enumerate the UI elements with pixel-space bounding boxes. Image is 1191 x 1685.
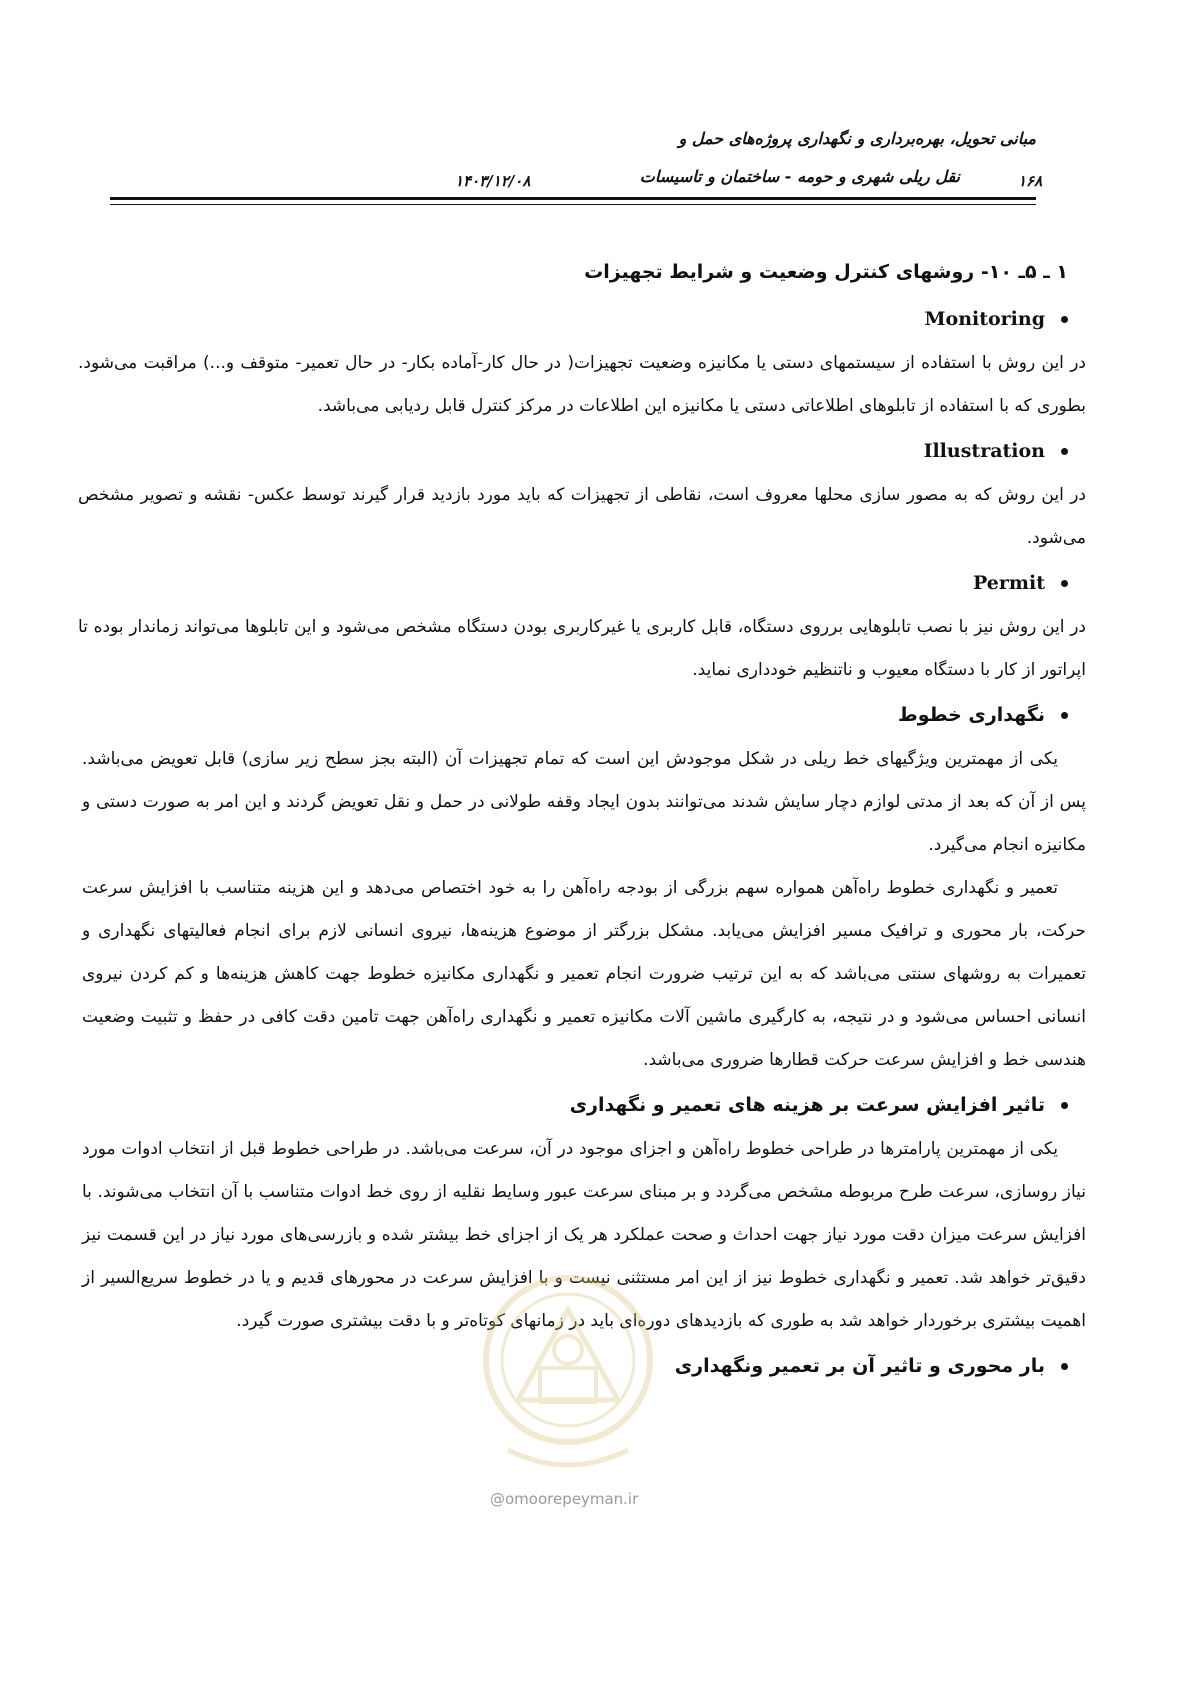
bullet-dot-icon xyxy=(1061,448,1068,455)
watermark-seal-icon xyxy=(478,1250,658,1490)
paragraph-monitoring: در این روش با استفاده از سیستمهای دستی یا مکانیزه وضعیت تجهیزات( در حال کار-آماده بکار- در حال تعمیر- متوقف و...) مراقبت می‌شود. بطوری که با استفاده از تابلوهای اطلاعاتی دستی یا مکانیزه این اطلاعات در مرکز کنترل قابل ردیابی می‌باشد. xyxy=(78,353,1086,416)
page-header xyxy=(110,125,1043,215)
paragraph-permit: در این روش نیز با نصب تابلوهایی برروی دستگاه، قابل کاربری یا غیرکاربری بودن دستگاه مشخص می‌شود و این تابلوها می‌تواند زماندار بوده تا اپراتور از کار با دستگاه معیوب و ناتنظیم خودداری نماید. xyxy=(78,617,1086,680)
bullet-track-maintenance xyxy=(82,692,1086,738)
bullet-dot-icon xyxy=(1061,1102,1068,1109)
bullet-monitoring xyxy=(82,296,1086,342)
book-title-line-1: مبانی تحویل، بهره‌برداری و نگهداری پروژه‌های حمل و xyxy=(678,129,1036,148)
header-rule-thick xyxy=(110,197,1036,200)
bullet-title: Monitoring xyxy=(924,308,1045,330)
watermark-url: @omoorepeyman.ir xyxy=(490,1490,639,1508)
bullet-title: نگهداری خطوط xyxy=(897,704,1045,726)
bullet-speed-effect xyxy=(82,1082,1086,1128)
paragraph-illustration: در این روش که به مصور سازی محلها معروف است، نقاطی از تجهیزات که باید مورد بازدید قرار گیرند توسط عکس- نقشه و تصویر مشخص می‌شود. xyxy=(78,485,1086,548)
bullet-dot-icon xyxy=(1061,712,1068,719)
page-body xyxy=(78,248,1086,1389)
bullet-dot-icon xyxy=(1061,1363,1068,1370)
section-heading: ۱ ـ ۵ـ ۱۰- روشهای کنترل وضعیت و شرایط تجهیزات xyxy=(584,261,1068,283)
book-title-line-2: نقل ریلی شهری و حومه - ساختمان و تاسیسات xyxy=(639,167,960,186)
header-date: ۱۴۰۳/۱۲/۰۸ xyxy=(455,172,531,190)
paragraph-track-maintenance-1: یکی از مهمترین ویژگیهای خط ریلی در شکل موجودش این است که تمام تجهیزات آن (البته بجز سطح زیر سازی) قابل تعویض می‌باشد. پس از آن که بعد از مدتی لوازم دچار سایش شدند می‌توانند بدون ایجاد وقفه طولانی در حمل و نقل تعویض گردند و این امر به صورت دستی و مکانیزه انجام می‌گیرد. xyxy=(82,749,1086,855)
page-number: ۱۶۸ xyxy=(1018,172,1043,190)
bullet-dot-icon xyxy=(1061,580,1068,587)
header-rule-thin xyxy=(110,204,1036,205)
bullet-title: تاثیر افزایش سرعت بر هزینه های تعمیر و نگهداری xyxy=(569,1094,1045,1116)
bullet-dot-icon xyxy=(1061,316,1068,323)
paragraph-speed-effect: یکی از مهمترین پارامترها در طراحی خطوط راه‌آهن و اجزای موجود در آن، سرعت می‌باشد. در طراحی خطوط قبل از انتخاب ادوات مورد نیاز روسازی، سرعت طرح مربوطه مشخص می‌گردد و بر مبنای سرعت عبور وسایط نقلیه از روی خط ادوات متناسب با آن انتخاب می‌شوند. با افزایش سرعت میزان دقت مورد نیاز جهت احداث و صحت عملکرد هر یک از اجزای خط بیشتر شده و بازرسی‌های مورد نیاز در این قسمت نیز دقیق‌تر خواهد شد. تعمیر و نگهداری خطوط نیز از این امر مستثنی نیست و با افزایش سرعت در محورهای قدیم و یا در خطوط سریع‌السیر از اهمیت بیشتری برخوردار خواهد شد به طوری که بازدیدهای دوره‌ای باید در زمانهای کوتاه‌تر و با دقت بیشتری صورت گیرد. xyxy=(82,1139,1086,1331)
bullet-title: Illustration xyxy=(923,440,1045,462)
bullet-permit xyxy=(82,560,1086,606)
bullet-illustration xyxy=(82,428,1086,474)
bullet-title: Permit xyxy=(973,572,1045,594)
bullet-title: بار محوری و تاثیر آن بر تعمیر ونگهداری xyxy=(674,1355,1045,1377)
paragraph-track-maintenance-2: تعمیر و نگهداری خطوط راه‌آهن همواره سهم بزرگی از بودجه راه‌آهن را به خود اختصاص می‌دهد و این هزینه متناسب با افزایش سرعت حرکت، بار محوری و ترافیک مسیر افزایش می‌یابد. مشکل بزرگتر از موضوع هزینه‌ها، نیروی انسانی لازم برای انجام فعالیتهای نگهداری و تعمیرات به روشهای سنتی می‌باشد که به این ترتیب ضرورت انجام تعمیر و نگهداری مکانیزه خطوط جهت کاهش هزینه‌ها و کم کردن نیروی انسانی احساس می‌شود و در نتیجه، به کارگیری ماشین آلات مکانیزه تعمیر و نگهداری راه‌آهن جهت تامین دقت کافی در حفظ و تثبیت وضعیت هندسی خط و افزایش سرعت حرکت قطارها ضروری می‌باشد. xyxy=(82,878,1086,1070)
